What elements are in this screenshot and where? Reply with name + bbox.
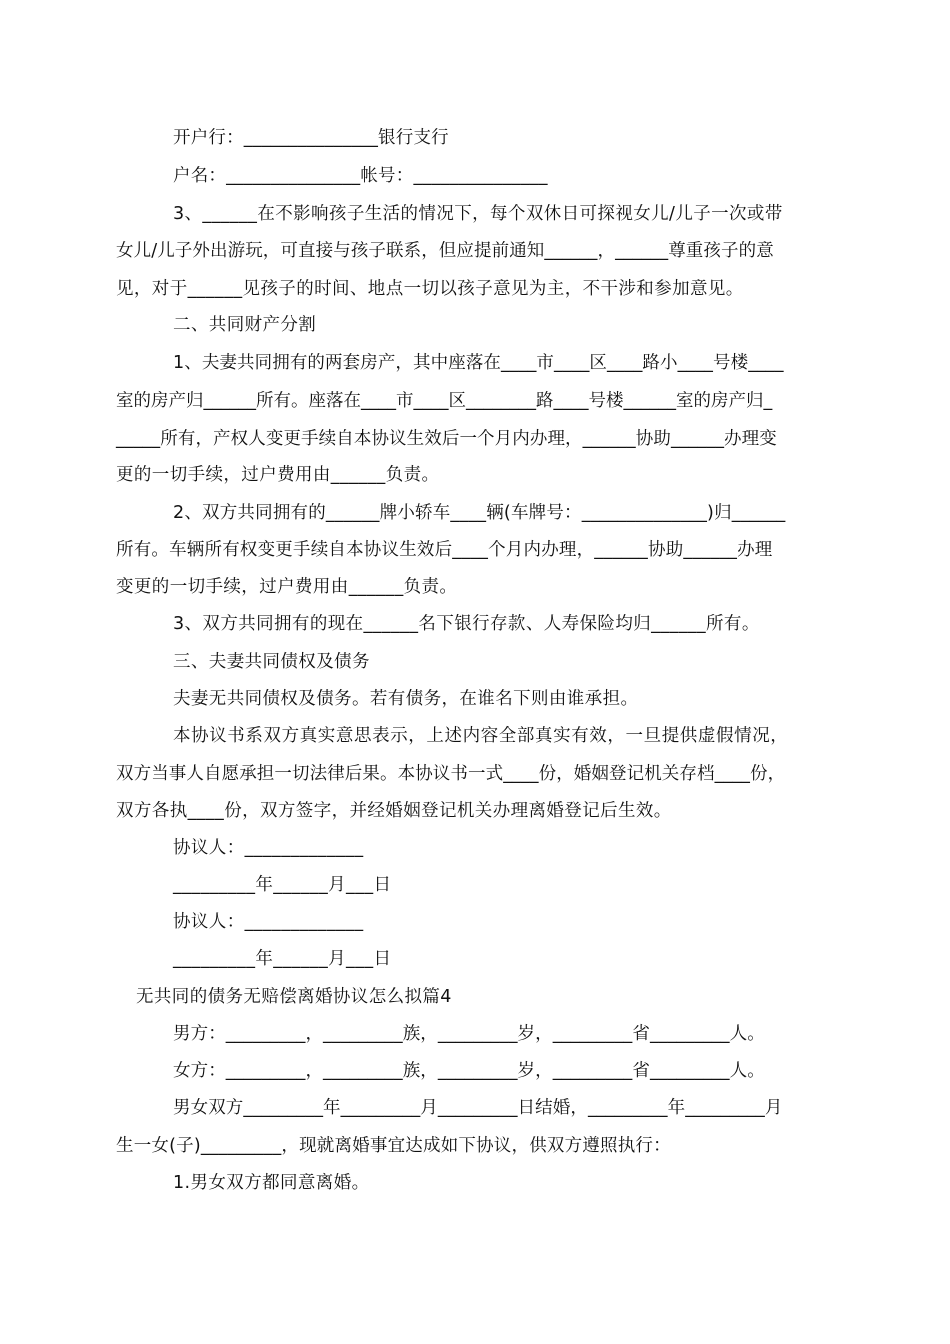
property-line-4: 更的一切手续，过户费用由______负责。 xyxy=(116,465,440,485)
declaration-line-3: 双方各执____份，双方签字，并经婚姻登记机关办理离婚登记后生效。 xyxy=(116,801,672,821)
account-name-line: 户名：_______________帐号：_______________ xyxy=(173,166,548,186)
clause-1-line: 1.男女双方都同意离婚。 xyxy=(173,1173,370,1193)
article-4-title: 无共同的债务无赔偿离婚协议怎么拟篇4 xyxy=(136,987,452,1007)
property-line-3: _____所有，产权人变更手续自本协议生效后一个月内办理，______协助______办理变 xyxy=(116,429,777,449)
date-line-1: _________年______月___日 xyxy=(173,875,392,895)
section-heading-debts: 三、夫妻共同债权及债务 xyxy=(173,652,370,672)
female-party-line: 女方：_________，_________族，_________岁，_________省_________人。 xyxy=(173,1061,765,1081)
male-party-line: 男方：_________，_________族，_________岁，_________省_________人。 xyxy=(173,1024,765,1044)
section-heading-property: 二、共同财产分割 xyxy=(173,315,317,335)
property-line-1: 1、夫妻共同拥有的两套房产，其中座落在____市____区____路小____号楼____ xyxy=(173,353,784,373)
visitation-line-1: 3、______在不影响孩子生活的情况下，每个双休日可探视女儿/儿子一次或带 xyxy=(173,204,783,224)
marriage-line-2: 生一女(子)_________，现就离婚事宜达成如下协议，供双方遵照执行： xyxy=(116,1136,671,1156)
bank-branch-line: 开户行：_______________银行支行 xyxy=(173,128,449,148)
car-line-1: 2、双方共同拥有的______牌小轿车____辆(车牌号：______________)归______ xyxy=(173,503,786,523)
visitation-line-3: 见，对于______见孩子的时间、地点一切以孩子意见为主，不干涉和参加意见。 xyxy=(116,279,744,299)
date-line-2: _________年______月___日 xyxy=(173,949,392,969)
marriage-line-1: 男女双方_________年_________月_________日结婚，_________年_________月 xyxy=(173,1098,783,1118)
signer-line-1: 协议人：_____________ xyxy=(173,838,364,858)
car-line-2: 所有。车辆所有权变更手续自本协议生效后____个月内办理，______协助______办理 xyxy=(116,540,773,560)
debts-line: 夫妻无共同债权及债务。若有债务，在谁名下则由谁承担。 xyxy=(173,689,639,709)
declaration-line-2: 双方当事人自愿承担一切法律后果。本协议书一式____份，婚姻登记机关存档____份， xyxy=(116,764,786,784)
declaration-line-1: 本协议书系双方真实意思表示，上述内容全部真实有效，一旦提供虚假情况， xyxy=(173,726,789,746)
car-line-3: 变更的一切手续，过户费用由______负责。 xyxy=(116,577,458,597)
visitation-line-2: 女儿/儿子外出游玩，可直接与孩子联系，但应提前通知______，______尊重孩子的意 xyxy=(116,241,774,261)
property-line-2: 室的房产归______所有。座落在____市____区________路____号楼______室的房产归_ xyxy=(116,391,773,411)
signer-line-2: 协议人：_____________ xyxy=(173,912,364,932)
savings-line: 3、双方共同拥有的现在______名下银行存款、人寿保险均归______所有。 xyxy=(173,614,760,634)
